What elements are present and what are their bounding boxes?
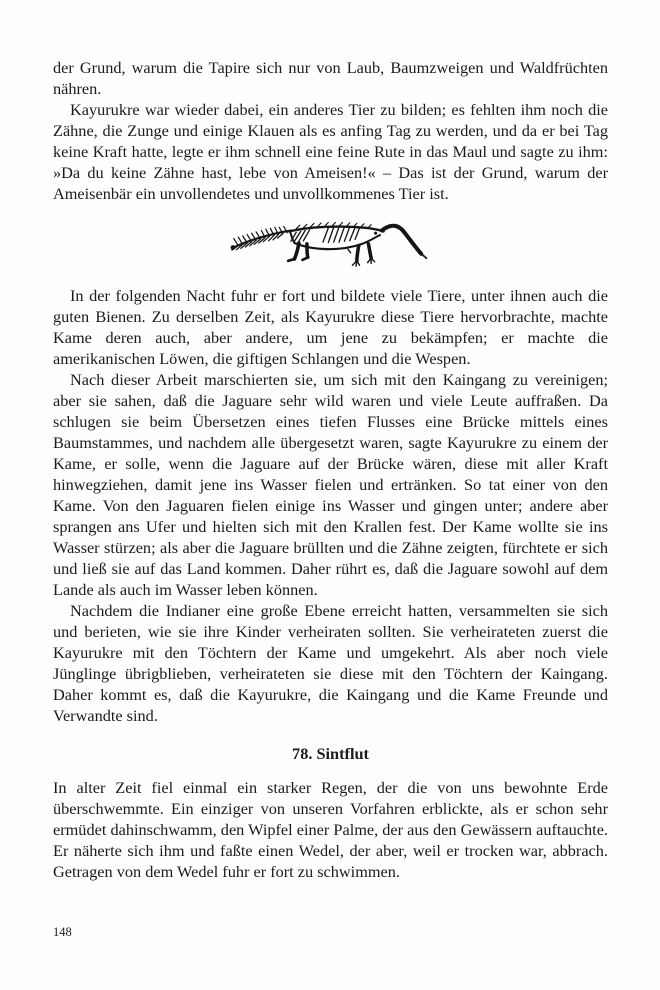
page-number: 148 xyxy=(53,925,72,939)
paragraph-heirat: Nachdem die Indianer eine große Ebene erreicht hatten, versammelten sie sich und berieten, wie sie ihre Kinder verheiraten sollten. Sie verheirateten zuerst die Kayurukre mit den Töchtern der Kame und umgekehrt. Als aber noch viele Jünglinge übrigblieben, verheirateten sie diese mit den Töchtern der Kaingang. Daher kommt es, daß die Kayurukre, die Kaingang und die Kame Freunde und Verwandte sind. xyxy=(53,601,608,725)
anteater-drawing-icon xyxy=(200,210,462,276)
chapter-heading: 78. Sintflut xyxy=(292,744,369,763)
text-column xyxy=(53,57,608,882)
anteater-illustration xyxy=(200,210,462,276)
paragraph-sintflut-anfang: In alter Zeit fiel einmal ein starker Regen, der die von uns bewohnte Erde überschwemmte. Ein einziger von unseren Vorfahren erblickte, als er schon sehr ermüdet dahinschwamm, den Wipfel einer Palme, der aus den Gewässern auftauchte. Er näherte sich ihm und faßte einen Wedel, der aber, weil er trocken war, abbrach. Getragen von dem Wedel fuhr er fort zu schwimmen. xyxy=(53,778,608,881)
paragraph-tiere-bienen: In der folgenden Nacht fuhr er fort und bildete viele Tiere, unter ihnen auch die guten Bienen. Zu derselben Zeit, als Kayurukre diese Tiere hervorbrachte, machte Kame deren auch, aber andere, um jene zu bekämpfen; er machte die amerikanischen Löwen, die giftigen Schlangen und die Wespen. xyxy=(53,286,608,368)
paragraph-jaguare-bruecke: Nach dieser Arbeit marschierten sie, um sich mit den Kaingang zu vereinigen; aber sie sahen, daß die Jaguare sehr wild waren und viele Leute auffraßen. Da schlugen sie beim Übersetzen eines tiefen Flusses eine Brücke mittels eines Baumstammes, und nachdem alle übergesetzt waren, sagte Kayurukre zu einem der Kame, er solle, wenn die Jaguare auf der Brücke wären, diese mit aller Kraft hinwegziehen, damit jene ins Wasser fielen und ertränken. So tat einer von den Kame. Von den Jaguaren fielen einige ins Wasser und gingen unter; andere aber sprangen ans Ufer und hielten sich mit den Krallen fest. Der Kame wollte sie ins Wasser stürzen; als aber die Jaguare brüllten und die Zähne zeigten, fürchtete er sich und ließ sie auf das Land kommen. Daher rührt es, daß die Jaguare sowohl auf dem Lande als auch im Wasser leben können. xyxy=(53,370,608,599)
paragraph-ameisenbaer: Kayurukre war wieder dabei, ein anderes Tier zu bilden; es fehlten ihm noch die Zähne, die Zunge und einige Klauen als es anfing Tag zu werden, und da er bei Tag keine Kraft hatte, legte er ihm schnell eine feine Rute in das Maul und sagte zu ihm: »Da du keine Zähne hast, lebe von Ameisen!« – Das ist der Grund, warum der Ameisenbär ein unvollendetes und unvollkommenes Tier ist. xyxy=(53,100,608,203)
paragraph-tapir-conclusion: der Grund, warum die Tapire sich nur von Laub, Baumzweigen und Waldfrüchten nähren. xyxy=(53,58,608,98)
